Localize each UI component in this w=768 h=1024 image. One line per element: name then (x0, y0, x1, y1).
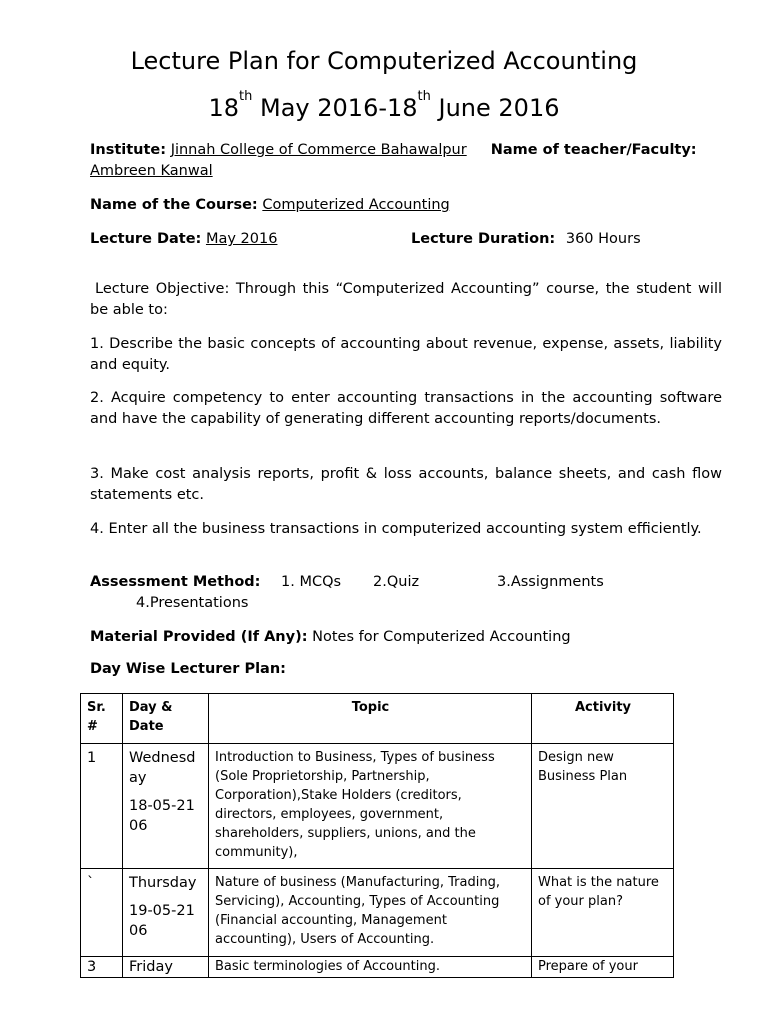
institute-value: Jinnah College of Commerce Bahawalpur (170, 142, 467, 158)
row-activity: What is the nature of your plan? (532, 869, 674, 957)
header-activity: Activity (532, 694, 674, 744)
row-day: Friday (129, 959, 173, 975)
institute-label: Institute: (90, 142, 167, 158)
row-sr: 3 (81, 957, 123, 978)
row-day-date (123, 957, 209, 978)
row-topic: Introduction to Business, Types of business (Sole Proprietorship, Partnership, Corporation),Stake Holders (creditors, directors, employees, government, shareholders, suppliers, unions, and the community), (209, 744, 532, 869)
course-label: Name of the Course: (90, 197, 258, 213)
header-topic: Topic (209, 694, 532, 744)
header-sr: Sr. # (81, 694, 123, 744)
lecture-duration-value: 360 Hours (565, 231, 641, 247)
lecture-duration-label: Lecture Duration: (411, 231, 556, 247)
material-line (90, 627, 722, 648)
row-topic: Basic terminologies of Accounting. (209, 957, 532, 978)
objective-item-2: 2. Acquire competency to enter accounting transactions in the accounting software and have the capability of generating different accounting reports/documents. (90, 390, 722, 427)
objective-item-1: 1. Describe the basic concepts of accounting about revenue, expense, assets, liability and equity. (90, 336, 722, 373)
lecture-date-label: Lecture Date: (90, 231, 202, 247)
course-value: Computerized Accounting (262, 197, 450, 213)
objective-item-3: 3. Make cost analysis reports, profit & loss accounts, balance sheets, and cash flow statements etc. (90, 466, 722, 503)
teacher-value: Ambreen Kanwal (90, 163, 213, 179)
row-date: 19-05-2106 (129, 903, 195, 939)
document-title: Lecture Plan for Computerized Accounting (130, 47, 638, 75)
row-sr: ` (81, 869, 123, 957)
assessment-assignments: 3.Assignments (497, 574, 604, 590)
row-day-date (123, 744, 209, 869)
daywise-heading: Day Wise Lecturer Plan: (90, 661, 286, 677)
header-day: Day & Date (123, 694, 209, 744)
assessment-label: Assessment Method: (90, 574, 261, 590)
row-activity: Prepare of your (532, 957, 674, 978)
row-date: 18-05-2106 (129, 798, 195, 834)
assessment-quiz: 2.Quiz (373, 574, 420, 590)
assessment-block (90, 572, 722, 614)
row-day: Wednesday (129, 750, 196, 786)
row-day: Thursday (129, 875, 197, 891)
row-topic: Nature of business (Manufacturing, Trading, Servicing), Accounting, Types of Accounting (Financial accounting, Management accounting), Users of Accounting. (209, 869, 532, 957)
table-row (81, 957, 674, 978)
material-value: Notes for Computerized Accounting (312, 629, 571, 645)
lecture-plan-table (80, 693, 674, 978)
row-sr: 1 (81, 744, 123, 869)
course-line (90, 195, 722, 216)
table-header-row (81, 694, 674, 744)
institute-block (90, 140, 722, 182)
lecture-line (90, 229, 722, 250)
lecture-date-value: May 2016 (205, 231, 278, 247)
row-day-date (123, 869, 209, 957)
assessment-presentations: 4.Presentations (136, 595, 249, 611)
teacher-label: Name of teacher/Faculty: (490, 142, 697, 158)
table-row (81, 869, 674, 957)
assessment-mcq: 1. MCQs (281, 574, 342, 590)
objective-item-4: 4. Enter all the business transactions in computerized accounting system efficiently. (90, 521, 702, 537)
row-activity: Design new Business Plan (532, 744, 674, 869)
material-label: Material Provided (If Any): (90, 629, 308, 645)
document-date-range: 18th May 2016-18th June 2016 (208, 89, 560, 122)
objective-intro: Lecture Objective: Through this “Computerized Accounting” course, the student will be able to: (90, 281, 722, 318)
table-row (81, 744, 674, 869)
